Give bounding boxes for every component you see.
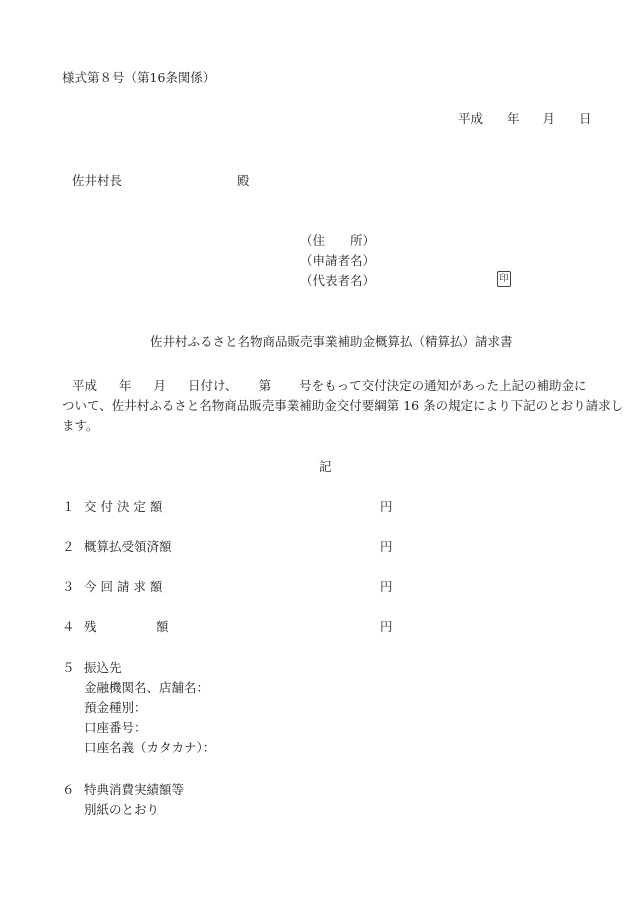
- date-day: 日: [579, 111, 592, 126]
- ki-heading: 記: [319, 459, 332, 474]
- addressee-name: 佐井村長: [72, 173, 123, 188]
- item-label: 今 回 請 求 額: [84, 579, 163, 594]
- special-heading: 特典消費実績額等: [84, 782, 185, 797]
- body-rest: 号をもって交付決定の通知があった上記の補助金に: [299, 378, 587, 393]
- body-line-2: ついて、佐井村ふるさと名物商品販売事業補助金交付要綱第 16 条の規定により下記のとおり請求し: [62, 398, 624, 413]
- transfer-account-type: 預金種別：: [84, 700, 147, 715]
- representative-label: （代表者名）: [300, 273, 376, 288]
- item-label-second: 額: [156, 619, 169, 634]
- item-unit: 円: [380, 619, 393, 634]
- item-balance: [62, 617, 402, 635]
- body-line-3: ます。: [62, 418, 99, 433]
- item-unit: 円: [380, 499, 393, 514]
- date-line: [458, 109, 592, 127]
- transfer-bank-name: 金融機関名、店舗名：: [84, 680, 210, 695]
- body-line-1: [72, 376, 586, 394]
- date-month: 月: [542, 111, 556, 126]
- form-number: 様式第８号（第16条関係）: [62, 70, 216, 85]
- item-current-claim: [62, 577, 402, 595]
- transfer-account-holder: 口座名義（カタカナ）：: [84, 740, 216, 755]
- item-label-first: 残: [84, 619, 97, 634]
- item-number: ２: [62, 539, 75, 554]
- special-line: 別紙のとおり: [84, 802, 160, 817]
- date-era: 平成: [458, 111, 484, 126]
- item-unit: 円: [380, 579, 393, 594]
- body-month: 月: [153, 378, 167, 393]
- body-year: 年: [119, 378, 132, 393]
- document-title: 佐井村ふるさと名物商品販売事業補助金概算払（精算払）請求書: [150, 334, 513, 349]
- body-era: 平成: [72, 378, 98, 393]
- transfer-account-number: 口座番号：: [84, 720, 147, 735]
- addressee-honorific: 殿: [237, 173, 250, 188]
- applicant-address-label: （住 所）: [300, 233, 376, 248]
- body-date-suffix: 日付け、: [188, 378, 238, 393]
- item-label: 交 付 決 定 額: [84, 499, 163, 514]
- item-number: １: [62, 499, 75, 514]
- item-unit: 円: [380, 539, 393, 554]
- seal-mark: 印: [497, 271, 511, 287]
- applicant-name-label: （申請者名）: [300, 253, 376, 268]
- item-number: ４: [62, 619, 75, 634]
- body-number-prefix: 第: [258, 378, 272, 393]
- item-approved-amount: [62, 497, 402, 515]
- transfer-heading: 振込先: [84, 660, 122, 675]
- special-number: ６: [62, 782, 75, 797]
- item-number: ３: [62, 579, 75, 594]
- item-label: 概算払受領済額: [84, 539, 172, 554]
- date-year: 年: [507, 111, 520, 126]
- item-advance-received: [62, 537, 402, 555]
- transfer-number: ５: [62, 660, 75, 675]
